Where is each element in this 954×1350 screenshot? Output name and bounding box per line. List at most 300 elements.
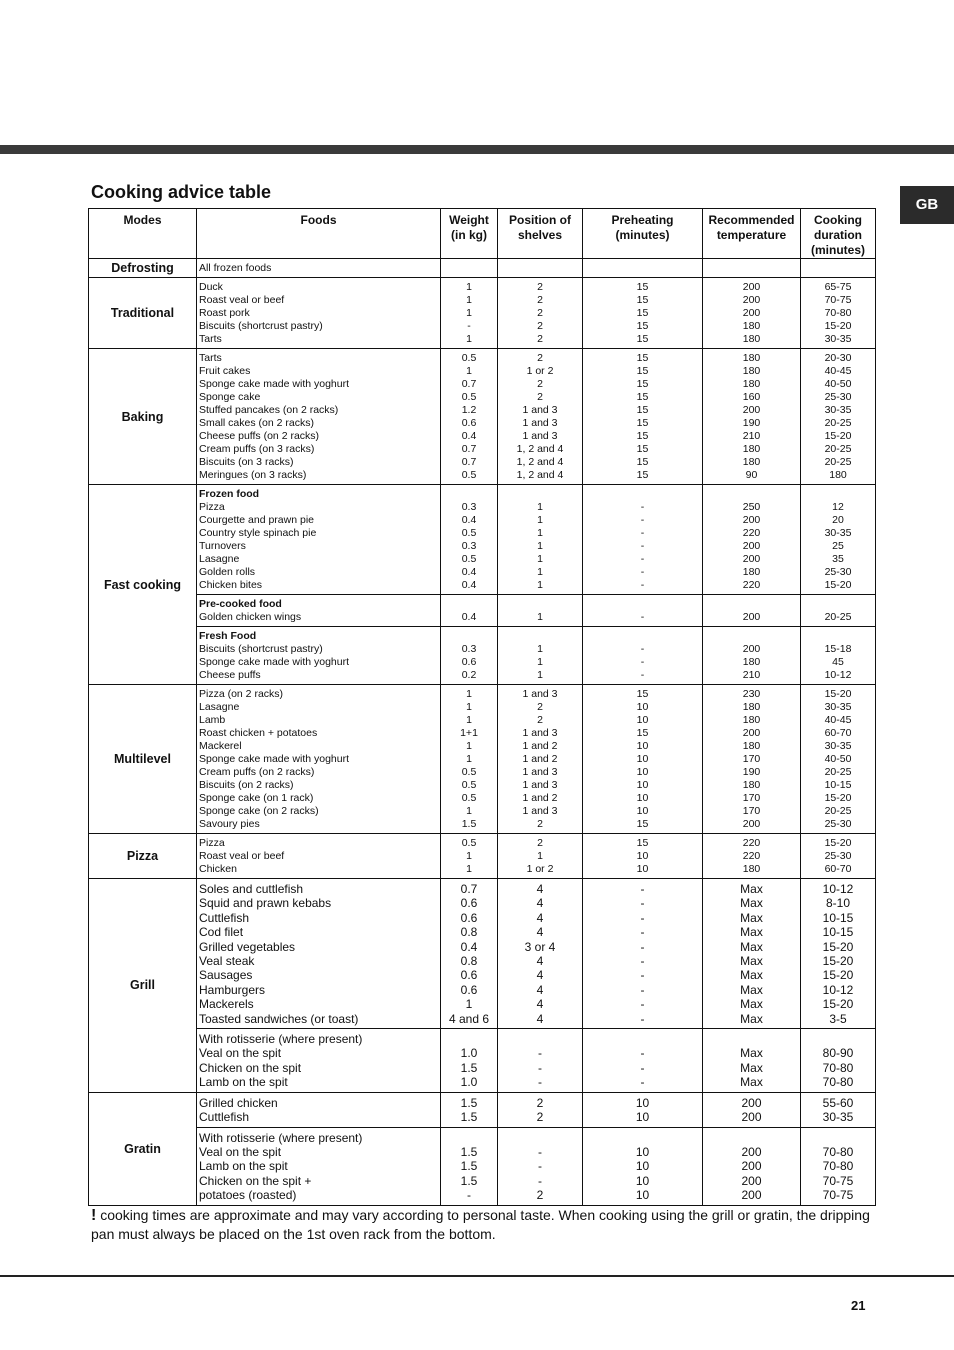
duration-cell (801, 595, 876, 627)
column-header (89, 209, 197, 259)
temp-value: 180 (742, 378, 761, 390)
food-item: Stuffed pancakes (on 2 racks) (199, 404, 339, 416)
preheat-value: 15 (636, 352, 649, 364)
temp-value: 200 (742, 294, 761, 306)
temp-value: 180 (742, 443, 761, 455)
preheat-value: 10 (635, 1110, 650, 1125)
footnote-text: cooking times are approximate and may vary according to personal taste. When cooking using the grill or gratin, the dripping pan must always be placed on the 1st oven rack from the bottom. (91, 1207, 870, 1242)
weight-value: 0.6 (460, 910, 478, 925)
duration-value: 20-25 (824, 456, 852, 468)
food-item: Savoury pies (199, 818, 260, 830)
preheat-value: 15 (636, 818, 649, 830)
column-header-label: Position of shelves (509, 213, 571, 242)
table-row (89, 879, 876, 1029)
preheat-value: - (640, 1011, 645, 1026)
temp-cell (703, 1029, 801, 1093)
weight-value (441, 1131, 497, 1145)
duration-value: 10-12 (822, 882, 854, 896)
duration-value: 15-18 (824, 643, 852, 655)
food-item: Tarts (199, 333, 222, 345)
food-item: Small cakes (on 2 racks) (199, 417, 314, 429)
food-item: Cream puffs (on 3 racks) (199, 443, 315, 455)
shelf-value: 1 and 2 (522, 753, 558, 765)
duration-value: 55-60 (822, 1095, 854, 1110)
shelf-value: 4 (536, 1011, 544, 1026)
preheat-value: - (640, 954, 645, 969)
food-item: Chicken bites (199, 579, 263, 591)
temp-cell (703, 485, 801, 595)
weight-value: 1 (466, 688, 472, 700)
spacer (583, 630, 702, 643)
food-item: Sponge cake (on 1 rack) (199, 792, 314, 804)
food-item: Roast pork (199, 307, 250, 319)
preheat-value: - (640, 501, 645, 513)
preheat-value: 15 (636, 837, 649, 849)
preheat-value: 10 (635, 1188, 650, 1203)
temp-value: 180 (742, 365, 761, 377)
temp-value: 220 (742, 579, 761, 591)
spacer (498, 630, 582, 643)
food-item: Sponge cake made with yoghurt (199, 656, 350, 668)
weight-value: 1 (466, 805, 472, 817)
duration-value: 10-12 (824, 669, 852, 681)
table-row (89, 259, 876, 278)
food-item: Squid and prawn kebabs (199, 896, 332, 911)
preheat-value: 10 (636, 714, 649, 726)
temp-value: 200 (742, 643, 761, 655)
temp-cell (703, 685, 801, 834)
weight-value: 0.4 (461, 611, 477, 623)
duration-cell (801, 278, 876, 349)
food-item: Veal on the spit (199, 1144, 282, 1159)
food-item: Biscuits (on 3 racks) (199, 456, 294, 468)
temp-value: 180 (742, 566, 761, 578)
food-item: Roast veal or beef (199, 294, 285, 306)
temp-value: 170 (742, 753, 761, 765)
food-item: Golden rolls (199, 566, 256, 578)
duration-value: 10-15 (824, 779, 852, 791)
shelf-value: 2 (536, 1110, 544, 1125)
temp-cell (703, 278, 801, 349)
table-body (89, 259, 876, 1206)
weight-value: 4 and 6 (448, 1011, 490, 1026)
weight-value: 0.7 (461, 443, 477, 455)
food-item: Biscuits (shortcrust pastry) (199, 320, 323, 332)
weight-cell (441, 485, 498, 595)
duration-value: 40-45 (824, 714, 852, 726)
weight-value: 0.3 (461, 540, 477, 552)
shelf-value: - (538, 1075, 542, 1090)
preheat-value: - (640, 643, 645, 655)
shelf-cell (498, 485, 583, 595)
shelf-value: 1 and 3 (522, 766, 558, 778)
duration-value: 65-75 (824, 281, 852, 293)
shelf-value: 1 and 3 (522, 779, 558, 791)
preheat-value: - (640, 656, 645, 668)
preheat-value: 15 (636, 404, 649, 416)
temp-value: Max (740, 997, 763, 1012)
shelf-value: 2 (537, 333, 543, 345)
preheat-value: - (640, 527, 645, 539)
food-item: Cheese puffs (on 2 racks) (199, 430, 320, 442)
shelf-value: 2 (537, 714, 543, 726)
table-row (89, 278, 876, 349)
weight-value: 0.4 (461, 430, 477, 442)
preheat-value: - (640, 997, 645, 1012)
temp-value: 180 (742, 456, 761, 468)
shelf-value: 1 (537, 611, 543, 623)
temp-value: 230 (742, 688, 761, 700)
foods-cell (197, 879, 441, 1029)
preheat-value: 10 (635, 1173, 650, 1188)
preheat-value: - (640, 514, 645, 526)
page-number: 21 (851, 1298, 866, 1313)
shelf-value: 2 (537, 818, 543, 830)
temp-cell (703, 1092, 801, 1127)
temp-value: 200 (742, 281, 761, 293)
shelf-value: - (538, 1144, 542, 1159)
table-row (89, 595, 876, 627)
shelf-value: 1 (537, 527, 543, 539)
food-item: Sponge cake (on 2 racks) (199, 805, 319, 817)
temp-value: 190 (742, 417, 761, 429)
weight-value: 0.5 (461, 766, 477, 778)
shelf-value: 1 (537, 540, 543, 552)
food-item: Cheese puffs (199, 669, 261, 681)
temp-cell (703, 879, 801, 1029)
duration-value: 40-50 (824, 753, 852, 765)
temp-cell (703, 627, 801, 685)
temp-value: Max (740, 1011, 763, 1026)
weight-value: 0.6 (461, 656, 477, 668)
duration-value: 25-30 (824, 850, 852, 862)
duration-value: 20-25 (824, 611, 852, 623)
preheat-value: 15 (636, 365, 649, 377)
food-item: Roast veal or beef (199, 850, 285, 862)
temp-value: 180 (742, 779, 761, 791)
duration-value: 30-35 (824, 333, 852, 345)
duration-value: 3-5 (829, 1011, 847, 1026)
duration-value (801, 1131, 875, 1145)
column-header-label: Cooking duration (minutes) (811, 213, 865, 257)
foods-cell (197, 278, 441, 349)
food-item: Pizza (199, 837, 225, 849)
duration-value: 70-80 (822, 1159, 854, 1174)
preheat-value: 15 (636, 688, 649, 700)
spacer (703, 488, 800, 501)
preheat-value: 15 (636, 307, 649, 319)
temp-value: 200 (742, 818, 761, 830)
spacer (441, 488, 497, 501)
shelf-value: 1, 2 and 4 (516, 469, 564, 481)
spacer (801, 488, 875, 501)
duration-value: 8-10 (825, 896, 851, 911)
shelf-value: 4 (536, 997, 544, 1012)
duration-value: 30-35 (824, 701, 852, 713)
foods-cell (197, 1092, 441, 1127)
spacer (441, 598, 497, 611)
table-row (89, 627, 876, 685)
food-item: Sponge cake made with yoghurt (199, 378, 350, 390)
weight-value: 1.5 (461, 818, 477, 830)
duration-value: 20-25 (824, 805, 852, 817)
duration-value: 15-20 (822, 997, 854, 1012)
food-group-heading: Frozen food (199, 488, 260, 500)
weight-value: 1 (466, 863, 472, 875)
preheat-cell (583, 834, 703, 879)
weight-cell (441, 349, 498, 485)
food-item: Roast chicken + potatoes (199, 727, 318, 739)
column-header-label: Weight (in kg) (449, 213, 489, 242)
weight-value: 0.5 (461, 352, 477, 364)
weight-value: 1 (466, 294, 472, 306)
duration-value: 15-20 (824, 320, 852, 332)
table-row (89, 1092, 876, 1127)
temp-value: 210 (742, 430, 761, 442)
temp-value: 200 (741, 1159, 762, 1174)
shelf-value: 2 (537, 320, 543, 332)
preheat-value: 15 (636, 456, 649, 468)
food-item: Cream puffs (on 2 racks) (199, 766, 315, 778)
food-item: potatoes (roasted) (199, 1188, 297, 1203)
weight-value: 1 (466, 740, 472, 752)
temp-value: 200 (741, 1110, 762, 1125)
weight-value: 1.5 (460, 1110, 478, 1125)
weight-value: 1.5 (460, 1060, 478, 1075)
shelf-cell (498, 627, 583, 685)
mode-cell: Traditional (89, 278, 197, 349)
weight-value (441, 1032, 497, 1046)
duration-value: 45 (832, 656, 844, 668)
temp-cell (703, 834, 801, 879)
preheat-cell (583, 1092, 703, 1127)
shelf-value: 4 (536, 982, 544, 997)
weight-value: 1.5 (460, 1173, 478, 1188)
temp-value (703, 1032, 800, 1046)
shelf-value: 1 and 3 (522, 417, 558, 429)
duration-cell (801, 834, 876, 879)
food-item: Cod filet (199, 925, 244, 940)
weight-value: 0.4 (461, 514, 477, 526)
duration-value: 70-80 (822, 1144, 854, 1159)
temp-value: 180 (742, 333, 761, 345)
preheat-value: 15 (636, 294, 649, 306)
weight-value: 0.4 (461, 579, 477, 591)
temp-value: 210 (742, 669, 761, 681)
weight-value: 0.5 (461, 553, 477, 565)
shelf-value: 3 or 4 (524, 939, 556, 954)
duration-value: 25-30 (824, 818, 852, 830)
preheat-value (583, 1131, 702, 1145)
table-row (89, 1029, 876, 1093)
temp-value: Max (740, 1060, 763, 1075)
duration-cell (801, 879, 876, 1029)
shelf-value: 2 (537, 378, 543, 390)
weight-value: 1 (466, 850, 472, 862)
food-item: Lamb (199, 714, 226, 726)
temp-value: Max (740, 939, 763, 954)
duration-value: 12 (832, 501, 844, 513)
mode-cell: Baking (89, 349, 197, 485)
bottom-rule (0, 1275, 954, 1277)
preheat-cell (583, 349, 703, 485)
shelf-value: 1 (537, 514, 543, 526)
temp-value: 200 (742, 611, 761, 623)
shelf-cell (498, 1029, 583, 1093)
shelf-value: 1 (537, 850, 543, 862)
temp-value: 200 (742, 514, 761, 526)
shelf-value: 1 and 2 (522, 792, 558, 804)
temp-cell (703, 1127, 801, 1205)
food-item: Chicken (199, 863, 237, 875)
mode-cell: Multilevel (89, 685, 197, 834)
table-row (89, 349, 876, 485)
shelf-value: 1 and 3 (522, 430, 558, 442)
preheat-value: 10 (636, 779, 649, 791)
weight-value: 0.8 (460, 925, 478, 940)
weight-cell (441, 259, 498, 278)
shelf-value: 4 (536, 910, 544, 925)
duration-value: 30-35 (824, 527, 852, 539)
preheat-value: - (640, 540, 645, 552)
table-row (89, 1127, 876, 1205)
weight-cell (441, 1127, 498, 1205)
duration-value: 40-50 (824, 378, 852, 390)
weight-value: 0.5 (461, 391, 477, 403)
preheat-value: - (640, 669, 645, 681)
temp-value: 180 (742, 352, 761, 364)
temp-cell (703, 595, 801, 627)
page-title: Cooking advice table (91, 182, 272, 202)
temp-value: 180 (742, 701, 761, 713)
spacer (583, 488, 702, 501)
shelf-value: 1, 2 and 4 (516, 456, 564, 468)
duration-value: 25-30 (824, 391, 852, 403)
duration-value: 20-25 (824, 766, 852, 778)
duration-value: 25-30 (824, 566, 852, 578)
food-item: With rotisserie (where present) (199, 1032, 363, 1047)
shelf-value: 1 and 3 (522, 727, 558, 739)
temp-value: 180 (742, 740, 761, 752)
mode-cell: Pizza (89, 834, 197, 879)
preheat-value: - (640, 553, 645, 565)
food-item: Cuttlefish (199, 910, 250, 925)
preheat-value: 15 (636, 430, 649, 442)
duration-value: 35 (832, 553, 844, 565)
duration-value: 15-20 (824, 837, 852, 849)
duration-value: 20 (832, 514, 844, 526)
temp-value: 180 (742, 320, 761, 332)
weight-value: 0.4 (460, 939, 478, 954)
weight-value: 0.6 (461, 417, 477, 429)
preheat-cell (583, 627, 703, 685)
temp-value: 220 (742, 850, 761, 862)
shelf-value: 2 (536, 1095, 544, 1110)
weight-value: 0.3 (461, 643, 477, 655)
weight-value: 1 (466, 701, 472, 713)
duration-value (801, 1032, 875, 1046)
foods-cell (197, 349, 441, 485)
temp-cell (703, 349, 801, 485)
foods-cell (197, 685, 441, 834)
weight-value: 0.5 (461, 779, 477, 791)
food-group-heading: Pre-cooked food (199, 598, 282, 610)
duration-value: 10-15 (822, 925, 854, 940)
weight-value: 0.7 (460, 882, 478, 896)
food-item: Courgette and prawn pie (199, 514, 314, 526)
column-header-label: Preheating (minutes) (611, 213, 674, 242)
shelf-value: 1 or 2 (526, 365, 554, 377)
spacer (583, 598, 702, 611)
duration-value: 20-25 (824, 443, 852, 455)
shelf-value: - (538, 1046, 542, 1061)
food-item: Chicken on the spit (199, 1060, 302, 1075)
mode-cell: Gratin (89, 1092, 197, 1205)
cooking-advice-table (88, 208, 876, 1206)
shelf-value: 4 (536, 925, 544, 940)
preheat-value: 15 (636, 320, 649, 332)
food-item: Grilled chicken (199, 1095, 278, 1110)
foods-cell (197, 259, 441, 278)
preheat-value: 10 (636, 792, 649, 804)
duration-value: 30-35 (822, 1110, 854, 1125)
preheat-value: - (640, 925, 645, 940)
foods-cell (197, 834, 441, 879)
weight-value: 1.2 (461, 404, 477, 416)
temp-value: Max (740, 954, 763, 969)
temp-value: 220 (742, 527, 761, 539)
shelf-value: 1, 2 and 4 (516, 443, 564, 455)
temp-value: 170 (742, 792, 761, 804)
temp-value: Max (740, 1075, 763, 1090)
temp-value: 200 (741, 1095, 762, 1110)
food-item: Lasagne (199, 701, 240, 713)
language-tab: GB (900, 186, 954, 224)
preheat-value: 15 (636, 469, 649, 481)
weight-value: 1.0 (460, 1075, 478, 1090)
spacer (498, 598, 582, 611)
shelf-value: 1 (537, 669, 543, 681)
duration-value (801, 262, 875, 275)
temp-value: Max (740, 896, 763, 911)
duration-value: 70-75 (822, 1188, 854, 1203)
food-item: Tarts (199, 352, 222, 364)
weight-cell (441, 278, 498, 349)
preheat-value: - (640, 566, 645, 578)
preheat-value: 10 (635, 1159, 650, 1174)
shelf-value: 2 (537, 307, 543, 319)
food-item: Lasagne (199, 553, 240, 565)
shelf-value: 1 (537, 566, 543, 578)
spacer (801, 630, 875, 643)
shelf-value: 1 (537, 656, 543, 668)
shelf-value: 2 (537, 281, 543, 293)
preheat-cell (583, 259, 703, 278)
duration-value: 60-70 (824, 727, 852, 739)
weight-value: 0.4 (461, 566, 477, 578)
foods-cell (197, 627, 441, 685)
preheat-value: 15 (636, 417, 649, 429)
preheat-value: 10 (636, 805, 649, 817)
duration-value: 80-90 (822, 1046, 854, 1061)
shelf-cell (498, 685, 583, 834)
duration-cell (801, 685, 876, 834)
food-item: All frozen foods (199, 262, 272, 274)
column-header (703, 209, 801, 259)
weight-cell (441, 595, 498, 627)
weight-cell (441, 834, 498, 879)
shelf-cell (498, 349, 583, 485)
